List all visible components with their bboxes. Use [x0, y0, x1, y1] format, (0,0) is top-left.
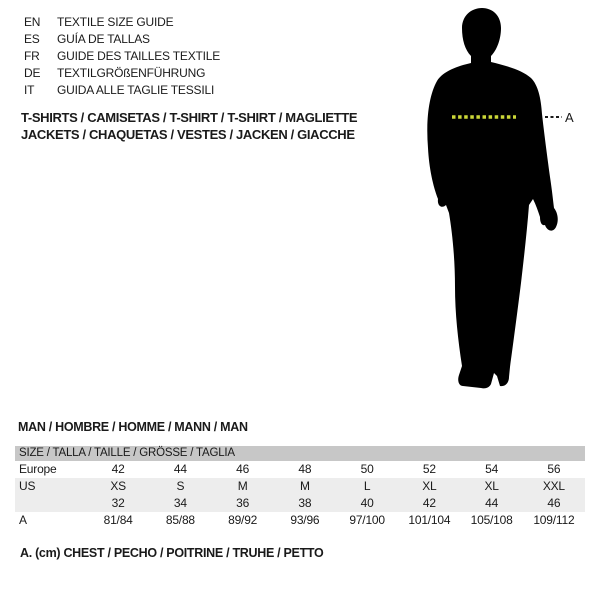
size-value: 46: [236, 462, 250, 476]
size-value: 93/96: [290, 513, 320, 527]
size-value: 38: [298, 496, 312, 510]
language-code: IT: [24, 83, 35, 97]
size-value: 44: [173, 462, 187, 476]
language-label: GUIDE DES TAILLES TEXTILE: [57, 49, 221, 63]
size-value: 48: [298, 462, 312, 476]
man-silhouette-shape: [427, 8, 557, 388]
man-silhouette-svg: [416, 5, 581, 390]
size-value: 42: [111, 462, 125, 476]
size-value: 54: [485, 462, 499, 476]
size-value: 109/112: [533, 513, 575, 527]
language-row: [24, 31, 220, 48]
row-label: US: [19, 479, 36, 493]
size-value: XS: [110, 479, 126, 493]
size-value: 89/92: [228, 513, 258, 527]
size-value: XL: [422, 479, 437, 493]
language-row: [24, 82, 220, 99]
language-label: TEXTILE SIZE GUIDE: [57, 15, 174, 29]
size-value: XL: [484, 479, 499, 493]
language-list: [24, 14, 220, 99]
row-label: [15, 495, 87, 512]
size-value: 40: [360, 496, 374, 510]
man-silhouette-figure: [416, 5, 581, 390]
language-code: EN: [24, 15, 41, 29]
size-value: 85/88: [165, 513, 195, 527]
size-value: 50: [360, 462, 374, 476]
size-value: 46: [547, 496, 561, 510]
language-label: GUÍA DE TALLAS: [57, 32, 150, 46]
section-title-man: MAN / HOMBRE / HOMME / MANN / MAN: [18, 420, 248, 434]
size-value: 105/108: [470, 513, 513, 527]
size-value: XXL: [542, 479, 565, 493]
size-value: L: [363, 479, 371, 493]
size-value: 34: [173, 496, 187, 510]
category-jackets: JACKETS / CHAQUETAS / VESTES / JACKEN / GIACCHE: [21, 127, 355, 142]
size-table-header: SIZE / TALLA / TAILLE / GRÖSSE / TAGLIA: [15, 446, 585, 461]
table-row-chest-cm: [15, 512, 585, 529]
row-label: A: [19, 513, 27, 527]
table-row-europe: [15, 461, 585, 478]
category-tshirts: T-SHIRTS / CAMISETAS / T-SHIRT / T-SHIRT / MAGLIETTE: [21, 110, 358, 125]
language-label: TEXTILGRÖßENFÜHRUNG: [57, 66, 206, 80]
size-value: S: [176, 479, 185, 493]
size-value: 42: [422, 496, 436, 510]
size-value: 32: [111, 496, 125, 510]
language-code: ES: [24, 32, 40, 46]
size-table: [15, 446, 585, 529]
measure-label-a: A: [565, 110, 574, 125]
size-value: 36: [236, 496, 250, 510]
measurement-footnote: A. (cm) CHEST / PECHO / POITRINE / TRUHE / PETTO: [20, 546, 324, 560]
language-row: [24, 48, 220, 65]
size-value: M: [299, 479, 310, 493]
language-row: [24, 14, 220, 31]
language-label: GUIDA ALLE TAGLIE TESSILI: [57, 83, 215, 97]
language-row: [24, 65, 220, 82]
garment-categories: [21, 109, 357, 143]
size-value: 44: [485, 496, 499, 510]
size-value: 101/104: [408, 513, 451, 527]
size-value: M: [237, 479, 248, 493]
row-label: Europe: [19, 462, 57, 476]
table-row-numeric: [15, 495, 585, 512]
size-value: 56: [547, 462, 561, 476]
size-value: 97/100: [349, 513, 385, 527]
language-code: FR: [24, 49, 40, 63]
size-value: 81/84: [103, 513, 133, 527]
size-value: 52: [422, 462, 436, 476]
language-code: DE: [24, 66, 41, 80]
table-row-us: [15, 478, 585, 495]
